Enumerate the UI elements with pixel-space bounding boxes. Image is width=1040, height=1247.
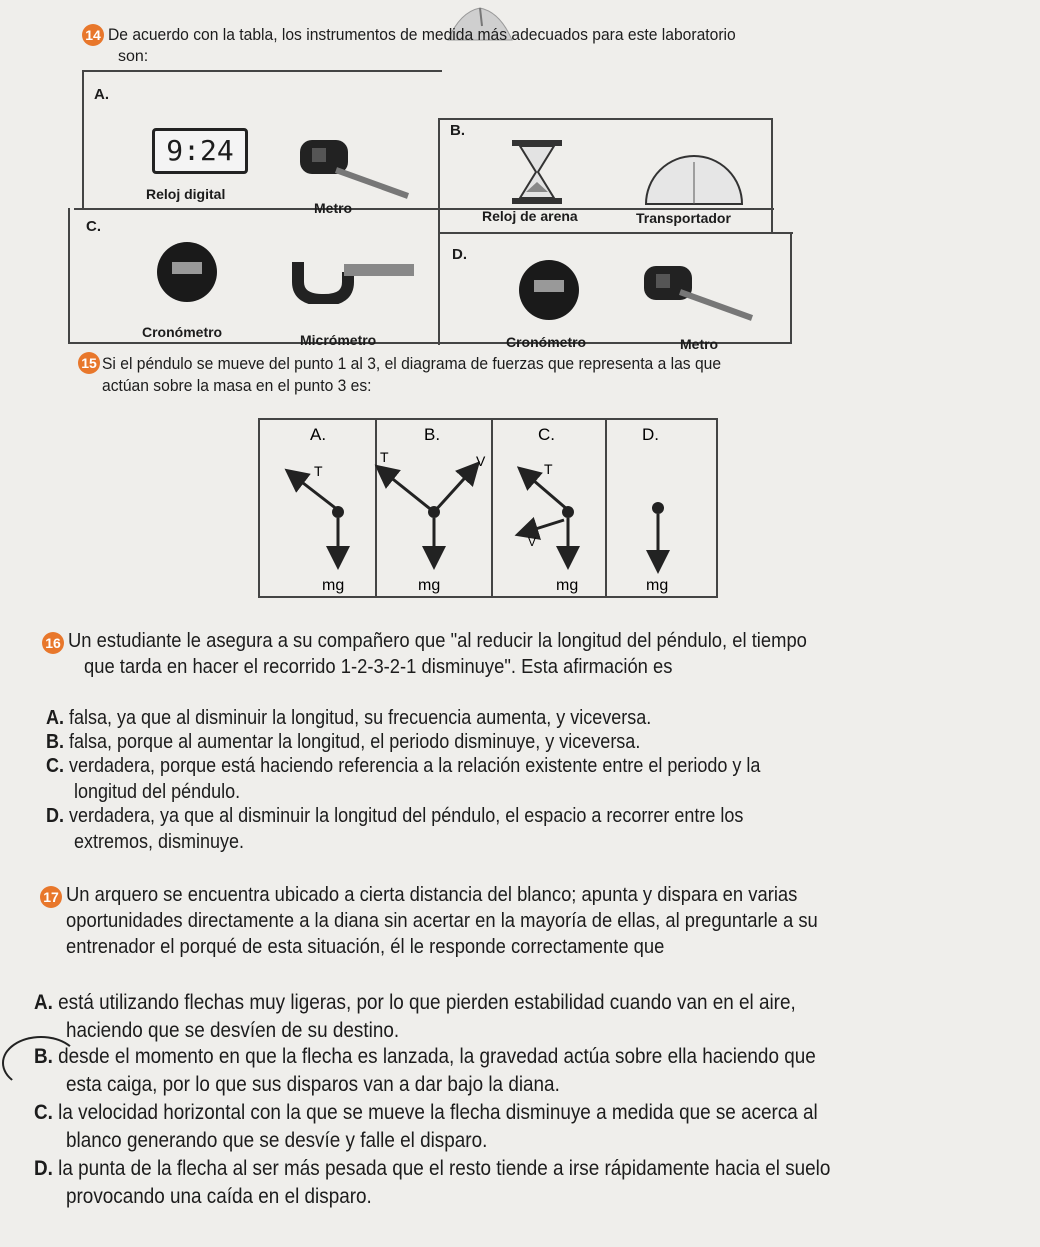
q16-option-c[interactable] — [46, 754, 760, 778]
weight-label: mg — [322, 577, 345, 594]
q16-option-c-letter: C. — [46, 755, 64, 777]
q15-header-b: B. — [424, 425, 441, 444]
q17-prompt-3: entrenador el porqué de esta situación, él le responde correctamente que — [66, 936, 665, 958]
hourglass-icon — [508, 138, 568, 208]
q15-header-d: D. — [642, 425, 659, 444]
q16-option-b[interactable] — [46, 730, 640, 754]
pendulum-mass — [562, 506, 574, 518]
q16-header — [42, 632, 64, 654]
q14-a-item2: Metro — [314, 200, 353, 216]
micrometer-icon — [284, 252, 424, 304]
velocity-label: V — [476, 453, 486, 469]
q17-option-c-letter: C. — [34, 1101, 53, 1124]
q16-option-b-text: falsa, porque al aumentar la longitud, el periodo disminuye, y viceversa. — [69, 731, 641, 753]
tension-arrow — [294, 476, 338, 510]
q14-c-item1: Cronómetro — [142, 324, 223, 340]
q14-option-b-letter: B. — [450, 122, 465, 139]
tension-label: T — [380, 449, 389, 465]
q15-number: 15 — [78, 352, 100, 374]
q16-option-a-text: falsa, ya que al disminuir la longitud, su frecuencia aumenta, y viceversa. — [69, 707, 652, 729]
q17-option-b[interactable] — [34, 1044, 816, 1070]
protractor-icon — [640, 148, 750, 208]
q17-option-b-text: desde el momento en que la flecha es lanzada, la gravedad actúa sobre ella haciendo que — [58, 1045, 816, 1068]
digital-clock-display: 9:24 — [166, 134, 234, 167]
q16-number: 16 — [42, 632, 64, 654]
q16-prompt-1: Un estudiante le asegura a su compañero que "al reducir la longitud del péndulo, el tiempo — [68, 630, 807, 652]
q17-prompt-2: oportunidades directamente a la diana sin acertar en la mayoría de ellas, al preguntarle a su — [66, 910, 818, 932]
q16-option-d-letter: D. — [46, 805, 64, 827]
digital-clock-icon — [152, 128, 248, 174]
q16-option-b-letter: B. — [46, 731, 64, 753]
q14-b-item1: Reloj de arena — [482, 208, 578, 224]
weight-label: mg — [556, 577, 579, 594]
q17-option-a[interactable] — [34, 990, 796, 1016]
q17-option-c-cont: blanco generando que se desvíe y falle el disparo. — [66, 1129, 488, 1152]
q17-option-d-cont: provocando una caída en el disparo. — [66, 1185, 372, 1208]
stopwatch-icon — [512, 250, 586, 324]
q16-option-a[interactable] — [46, 706, 651, 730]
tape-measure-icon — [296, 136, 416, 206]
q17-option-d-letter: D. — [34, 1157, 53, 1180]
q16-option-d-text: verdadera, ya que al disminuir la longitud del péndulo, el espacio a recorrer entre los — [69, 805, 744, 827]
q14-b-item2: Transportador — [636, 210, 731, 226]
q14-a-item1: Reloj digital — [146, 186, 226, 202]
q15-header-a: A. — [310, 425, 327, 444]
q15-table-frame — [259, 419, 717, 597]
q17-option-a-cont: haciendo que se desvíen de su destino. — [66, 1019, 400, 1042]
q17-option-b-letter: B. — [34, 1045, 53, 1068]
q14-d-item2: Metro — [680, 336, 719, 352]
q16-option-d[interactable] — [46, 804, 743, 828]
q16-option-c-cont: longitud del péndulo. — [74, 781, 241, 803]
q15-prompt-2: actúan sobre la masa en el punto 3 es: — [102, 376, 372, 395]
q17-header — [40, 886, 62, 908]
q14-prompt: De acuerdo con la tabla, los instrumentos de medida más adecuados para este laboratorio — [108, 25, 736, 44]
q14-option-a-letter: A. — [94, 86, 109, 103]
q17-prompt-1: Un arquero se encuentra ubicado a cierta distancia del blanco; apunta y dispara en varias — [66, 884, 798, 906]
tension-label: T — [314, 463, 323, 479]
pendulum-mass — [428, 506, 440, 518]
q15-force-diagrams — [258, 418, 720, 600]
q14-prompt-2: son: — [118, 48, 149, 65]
q14-number: 14 — [82, 24, 104, 46]
velocity-arrow — [434, 470, 472, 512]
q17-option-a-text: está utilizando flechas muy ligeras, por lo que pierden estabilidad cuando van en el aire, — [58, 991, 796, 1014]
tension-label: T — [544, 461, 553, 477]
weight-label: mg — [418, 577, 441, 594]
q16-option-c-text: verdadera, porque está haciendo referencia a la relación existente entre el periodo y la — [69, 755, 761, 777]
q15-header — [78, 352, 100, 374]
q17-option-c-text: la velocidad horizontal con la que se mueve la flecha disminuye a medida que se acerca al — [58, 1101, 818, 1124]
q17-option-d[interactable] — [34, 1156, 830, 1182]
q14-option-c-letter: C. — [86, 218, 101, 235]
tape-measure-icon — [640, 262, 760, 324]
pendulum-mass — [332, 506, 344, 518]
q17-option-a-letter: A. — [34, 991, 53, 1014]
weight-label: mg — [646, 577, 669, 594]
q15-header-c: C. — [538, 425, 555, 444]
q16-option-d-cont: extremos, disminuye. — [74, 831, 245, 853]
pendulum-mass — [652, 502, 664, 514]
q14-d-item1: Cronómetro — [506, 334, 587, 350]
stopwatch-icon — [150, 232, 224, 306]
q17-option-c[interactable] — [34, 1100, 818, 1126]
velocity-label: V — [528, 535, 537, 549]
tension-arrow — [384, 472, 434, 512]
q14-c-item2: Micrómetro — [300, 332, 377, 348]
q16-option-a-letter: A. — [46, 707, 64, 729]
q17-number: 17 — [40, 886, 62, 908]
q17-option-d-text: la punta de la flecha al ser más pesada que el resto tiende a irse rápidamente hacia el suelo — [58, 1157, 831, 1180]
q14-option-d-letter: D. — [452, 246, 467, 263]
q15-prompt-1: Si el péndulo se mueve del punto 1 al 3, el diagrama de fuerzas que representa a las que — [102, 354, 722, 373]
velocity-arrow — [526, 520, 564, 532]
q17-option-b-cont: esta caiga, por lo que sus disparos van a dar bajo la diana. — [66, 1073, 560, 1096]
q14-header — [82, 24, 104, 46]
tension-arrow — [526, 474, 568, 510]
q16-prompt-2: que tarda en hacer el recorrido 1-2-3-2-1 disminuye". Esta afirmación es — [84, 656, 673, 678]
